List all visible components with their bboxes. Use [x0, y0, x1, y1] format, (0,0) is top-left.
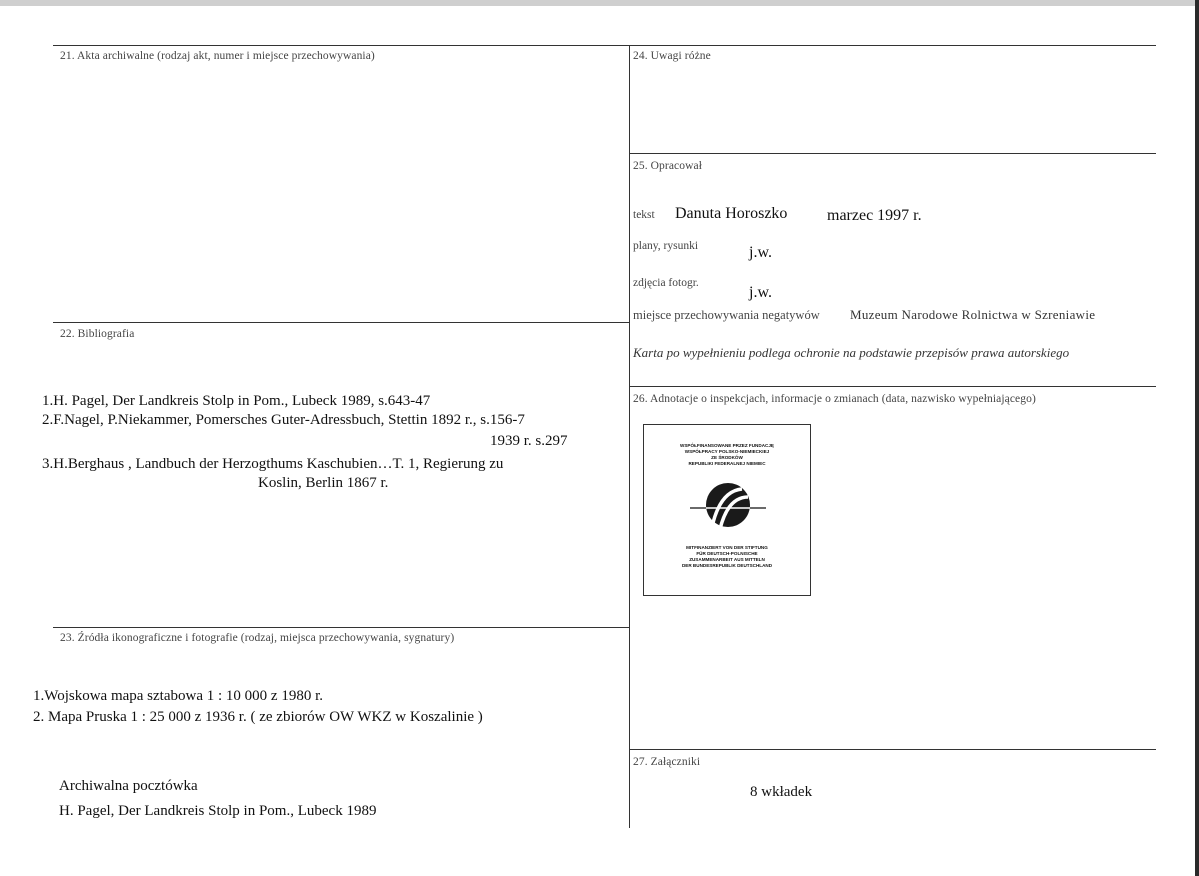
logo-text-pl-4: REPUBLIKI FEDERALNEJ NIEMIEC	[688, 461, 766, 466]
scan-edge-top	[0, 0, 1199, 6]
copyright-notice: Karta po wypełnieniu podlega ochronie na podstawie przepisów prawa autorskiego	[633, 345, 1070, 360]
zdjecia-label: zdjęcia fotogr.	[633, 277, 699, 289]
section-24-label: 24. Uwagi różne	[633, 50, 711, 62]
rule-27	[629, 749, 1156, 750]
logo-text-pl-3: ZE ŚRODKÓW	[711, 455, 743, 460]
scan-edge-right	[1195, 0, 1199, 876]
zdjecia-value: j.w.	[749, 284, 772, 301]
attachments-count: 8 wkładek	[750, 784, 813, 800]
section-25-label: 25. Opracował	[633, 160, 702, 172]
column-divider	[629, 45, 630, 828]
bridge-emblem-icon	[690, 475, 766, 535]
logo-text-pl-1: WSPÓŁFINANSOWANE PRZEZ FUNDACJĘ	[680, 443, 774, 448]
logo-text-pl-2: WSPÓŁPRACY POLSKO-NIEMIECKIEJ	[684, 449, 770, 454]
iconography-entry-1: 1.Wojskowa mapa sztabowa 1 : 10 000 z 1980 r.	[33, 688, 323, 704]
rule-25	[629, 153, 1156, 154]
section-27-label: 27. Załączniki	[633, 756, 701, 768]
logo-text-de-1: MITFINANZIERT VON DER STIFTUNG	[686, 545, 768, 550]
negatives-location-label: miejsce przechowywania negatywów	[633, 308, 820, 322]
bibliography-entry-2: 2.F.Nagel, P.Niekammer, Pomersches Guter-Adressbuch, Stettin 1892 r., s.156-7	[42, 412, 525, 428]
bibliography-entry-3: 3.H.Berghaus , Landbuch der Herzogthums Kaschubien…T. 1, Regierung zu	[42, 456, 504, 472]
rule-23	[53, 627, 629, 628]
logo-text-de-3: ZUSAMMENARBEIT AUS MITTELN	[689, 557, 765, 562]
section-21-label: 21. Akta archiwalne (rodzaj akt, numer i miejsce przechowywania)	[60, 50, 375, 62]
bibliography-entry-2-cont: 1939 r. s.297	[490, 433, 568, 449]
logo-text-de-2: FÜR DEUTSCH-POLNISCHE	[696, 551, 758, 556]
author-date: marzec 1997 r.	[827, 207, 922, 224]
logo-text-de-4: DER BUNDESREPUBLIK DEUTSCHLAND	[681, 563, 773, 568]
iconography-entry-2: 2. Mapa Pruska 1 : 25 000 z 1936 r. ( ze zbiorów OW WKZ w Koszalinie )	[33, 709, 483, 725]
rule-26	[629, 386, 1156, 387]
section-26-label: 26. Adnotacje o inspekcjach, informacje o zmianach (data, nazwisko wypełniającego)	[633, 393, 1036, 405]
negatives-location-value: Muzeum Narodowe Rolnictwa w Szreniawie	[850, 307, 1096, 322]
author-name: Danuta Horoszko	[675, 205, 788, 222]
postcard-title: Archiwalna pocztówka	[59, 778, 198, 794]
section-22-label: 22. Bibliografia	[60, 328, 135, 340]
tekst-label: tekst	[633, 209, 655, 221]
top-rule	[53, 45, 1156, 46]
cofinancing-logo	[643, 424, 811, 596]
postcard-source: H. Pagel, Der Landkreis Stolp in Pom., Lubeck 1989	[59, 803, 377, 819]
bibliography-entry-1: 1.H. Pagel, Der Landkreis Stolp in Pom., Lubeck 1989, s.643-47	[42, 393, 431, 409]
section-23-label: 23. Źródła ikonograficzne i fotografie (rodzaj, miejsca przechowywania, sygnatury)	[60, 632, 455, 644]
bibliography-entry-3-cont: Koslin, Berlin 1867 r.	[258, 475, 389, 491]
rule-22	[53, 322, 629, 323]
plany-value: j.w.	[749, 244, 772, 261]
plany-label: plany, rysunki	[633, 240, 699, 252]
